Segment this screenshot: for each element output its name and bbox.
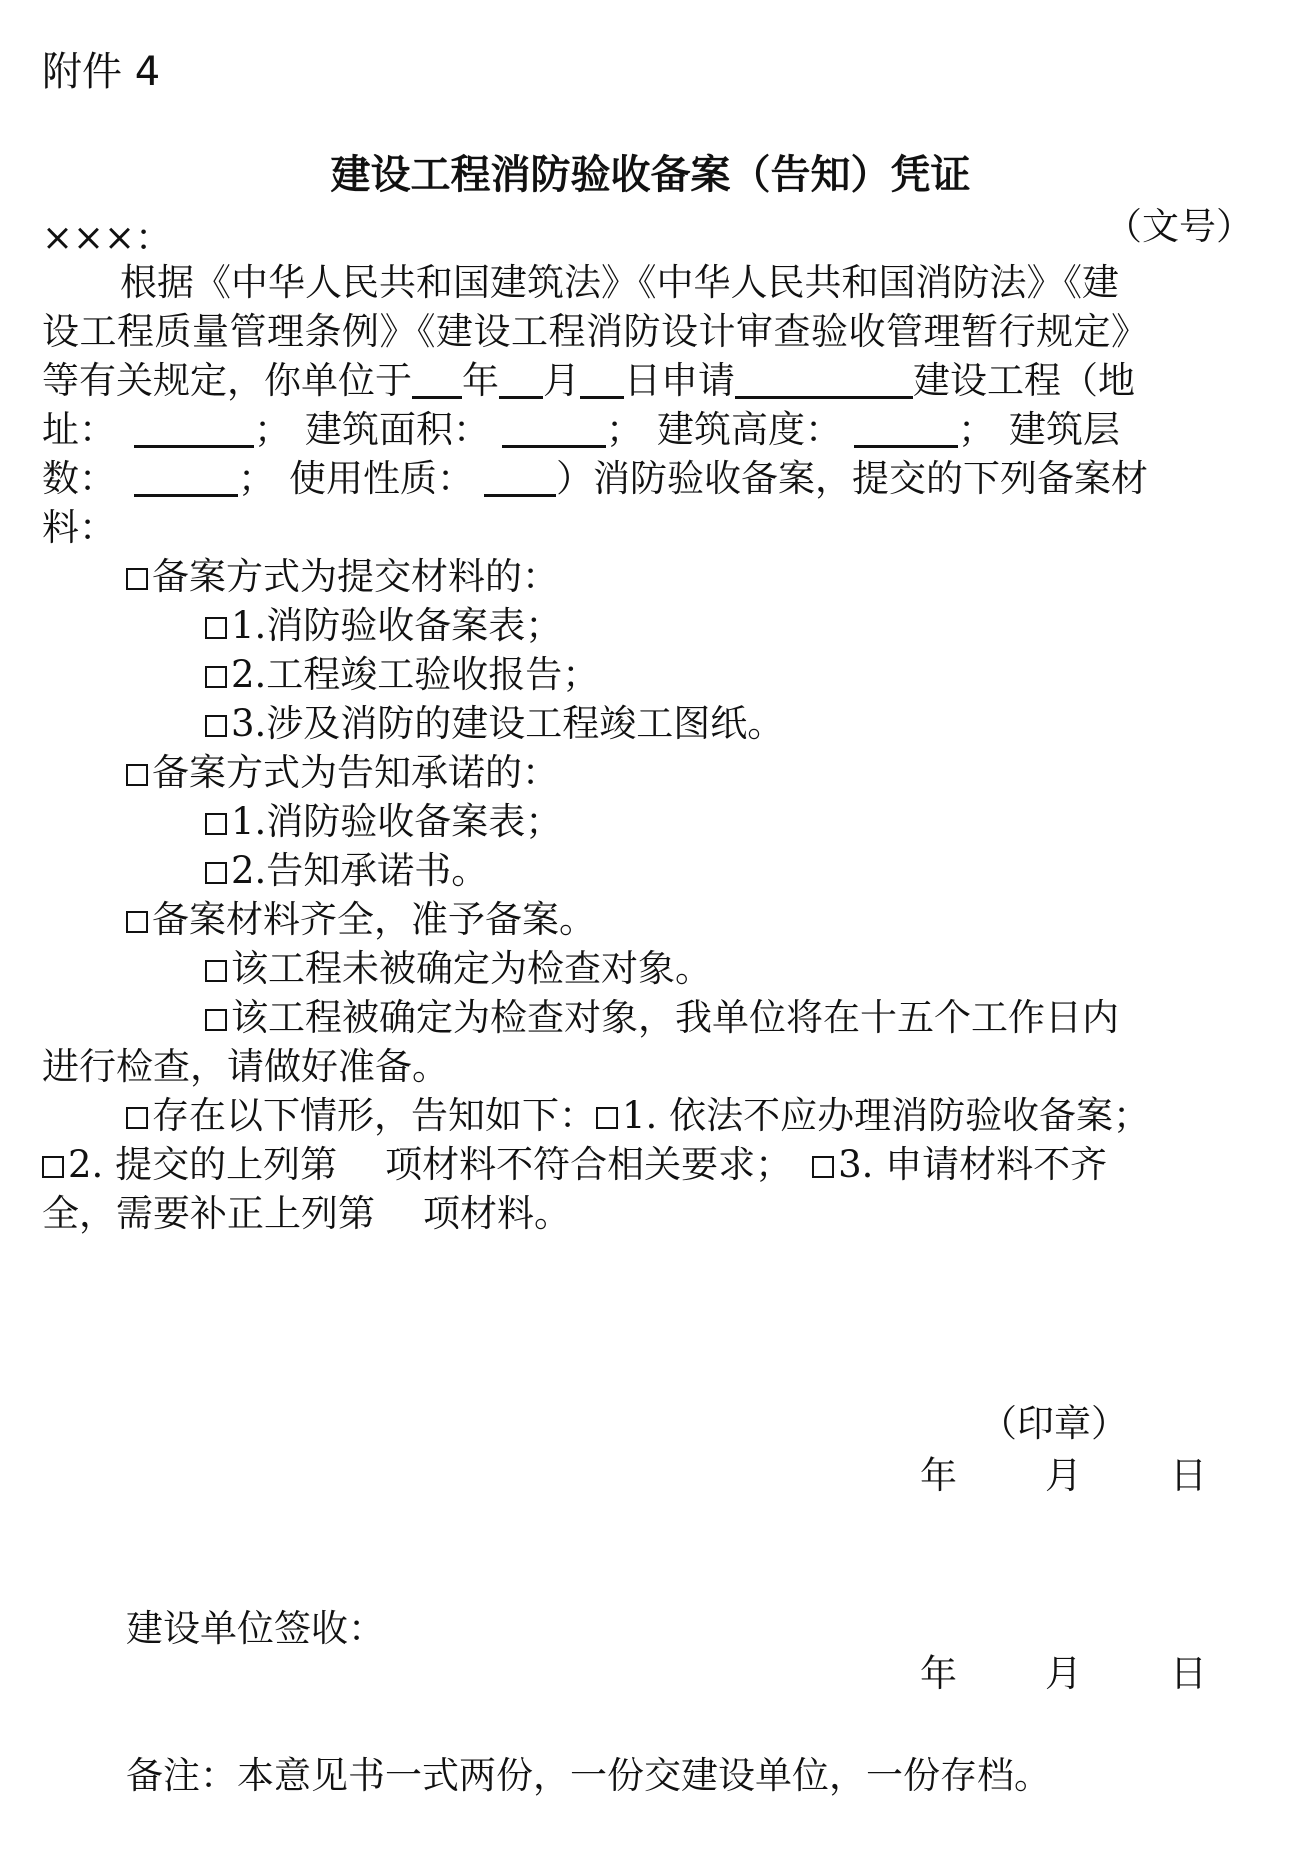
day-blank[interactable] xyxy=(580,360,624,399)
option-submit-label: 备案方式为提交材料的： xyxy=(152,555,559,598)
receipt-day: 日 xyxy=(1170,1652,1207,1695)
checkbox[interactable] xyxy=(205,1009,227,1031)
submit-item-1-label: 1.消防验收备案表； xyxy=(231,604,563,647)
para1-line3-lead: 等有关规定，你单位于 xyxy=(42,359,412,402)
para1-line5-tail: ）消防验收备案，提交的下列备案材 xyxy=(556,457,1148,500)
document-number: （文号） xyxy=(1105,205,1253,248)
attachment-label: 附件 4 xyxy=(42,49,161,95)
checkbox[interactable] xyxy=(205,862,227,884)
submit-item-2[interactable] xyxy=(205,651,599,699)
issue-line-3 xyxy=(42,1190,571,1238)
checkbox[interactable] xyxy=(205,813,227,835)
checkbox[interactable] xyxy=(205,715,227,737)
submit-item-3[interactable] xyxy=(205,700,784,748)
sep: ； xyxy=(958,408,995,451)
checkbox[interactable] xyxy=(126,764,148,786)
checkbox[interactable] xyxy=(812,1156,834,1178)
checkbox[interactable] xyxy=(126,1107,148,1129)
para1-line1 xyxy=(120,259,1260,307)
checkbox[interactable] xyxy=(126,568,148,590)
promise-item-1-label: 1.消防验收备案表； xyxy=(231,800,563,843)
seal-year: 年 xyxy=(920,1454,957,1497)
complete-sub-2[interactable] xyxy=(205,994,1119,1042)
project-name-blank[interactable] xyxy=(735,360,913,399)
para1-line6: 料： xyxy=(42,506,116,549)
issue-item-2-lead: 2. 提交的上列第 xyxy=(68,1143,338,1186)
promise-item-1[interactable] xyxy=(205,798,562,846)
receipt-year: 年 xyxy=(920,1652,957,1695)
year-label: 年 xyxy=(462,359,499,402)
addressee: ×××： xyxy=(42,216,173,259)
para1-line2: 设工程质量管理条例》《建设工程消防设计审查验收管理暂行规定》 xyxy=(42,310,1149,353)
option-issue-label: 存在以下情形，告知如下： xyxy=(152,1094,596,1137)
floor-area-blank[interactable] xyxy=(502,409,606,448)
checkbox[interactable] xyxy=(42,1156,64,1178)
month-label: 月 xyxy=(543,359,580,402)
promise-item-2-label: 2.告知承诺书。 xyxy=(231,849,489,892)
option-promise[interactable] xyxy=(126,749,559,797)
complete-sub-2-cont: 进行检查，请做好准备。 xyxy=(42,1045,449,1088)
floors-label: 建筑层 xyxy=(1009,408,1120,451)
usage-blank[interactable] xyxy=(484,458,556,497)
checkbox[interactable] xyxy=(126,911,148,933)
option-complete[interactable] xyxy=(126,896,596,944)
checkbox[interactable] xyxy=(205,666,227,688)
address-blank[interactable] xyxy=(134,409,254,448)
issue-item-3-lead: 3. 申请材料不齐 xyxy=(838,1143,1108,1186)
building-height-label: 建筑高度： xyxy=(657,408,842,451)
year-blank[interactable] xyxy=(412,360,462,399)
option-issue[interactable] xyxy=(126,1092,1150,1140)
issue-item-3-mid: 全，需要补正上列第 xyxy=(42,1192,375,1235)
sep: ； xyxy=(606,408,643,451)
receipt-month: 月 xyxy=(1045,1652,1082,1695)
complete-sub-2-label: 该工程被确定为检查对象，我单位将在十五个工作日内 xyxy=(231,996,1119,1039)
para1-line5 xyxy=(42,455,1148,503)
seal-month: 月 xyxy=(1045,1454,1082,1497)
issue-line-2 xyxy=(42,1141,1107,1189)
seal-day: 日 xyxy=(1170,1454,1207,1497)
checkbox[interactable] xyxy=(596,1107,618,1129)
para1-line1-text: 根据《中华人民共和国建筑法》《中华人民共和国消防法》《建 xyxy=(120,261,1119,304)
issue-item-3-tail: 项材料。 xyxy=(423,1192,571,1235)
seal-label: （印章） xyxy=(980,1402,1128,1445)
complete-sub-1[interactable] xyxy=(205,945,712,993)
sep: ； xyxy=(254,408,291,451)
day-apply-label: 日申请 xyxy=(624,359,735,402)
address-label: 址： xyxy=(42,408,116,451)
submit-item-2-label: 2.工程竣工验收报告； xyxy=(231,653,600,696)
month-blank[interactable] xyxy=(499,360,543,399)
option-submit[interactable] xyxy=(126,553,559,601)
project-label: 建设工程（地 xyxy=(913,359,1135,402)
receipt-label: 建设单位签收： xyxy=(126,1607,385,1650)
sep: ； xyxy=(238,457,275,500)
option-promise-label: 备案方式为告知承诺的： xyxy=(152,751,559,794)
para1-line3 xyxy=(42,357,1135,405)
checkbox[interactable] xyxy=(205,617,227,639)
complete-sub-1-label: 该工程未被确定为检查对象。 xyxy=(231,947,712,990)
issue-item-2-tail: 项材料不符合相关要求； xyxy=(385,1143,793,1186)
submit-item-1[interactable] xyxy=(205,602,562,650)
floor-area-label: 建筑面积： xyxy=(305,408,490,451)
floors-label-end: 数： xyxy=(42,457,116,500)
checkbox[interactable] xyxy=(205,960,227,982)
option-complete-label: 备案材料齐全，准予备案。 xyxy=(152,898,596,941)
building-height-blank[interactable] xyxy=(854,409,958,448)
issue-item-1-label: 1. 依法不应办理消防验收备案； xyxy=(622,1094,1151,1137)
promise-item-2[interactable] xyxy=(205,847,488,895)
document-title: 建设工程消防验收备案（告知）凭证 xyxy=(330,152,971,198)
footer-note: 备注：本意见书一式两份，一份交建设单位，一份存档。 xyxy=(126,1754,1051,1797)
submit-item-3-label: 3.涉及消防的建设工程竣工图纸。 xyxy=(231,702,785,745)
floors-blank[interactable] xyxy=(134,458,238,497)
usage-label: 使用性质： xyxy=(289,457,474,500)
para1-line4 xyxy=(42,406,1120,454)
